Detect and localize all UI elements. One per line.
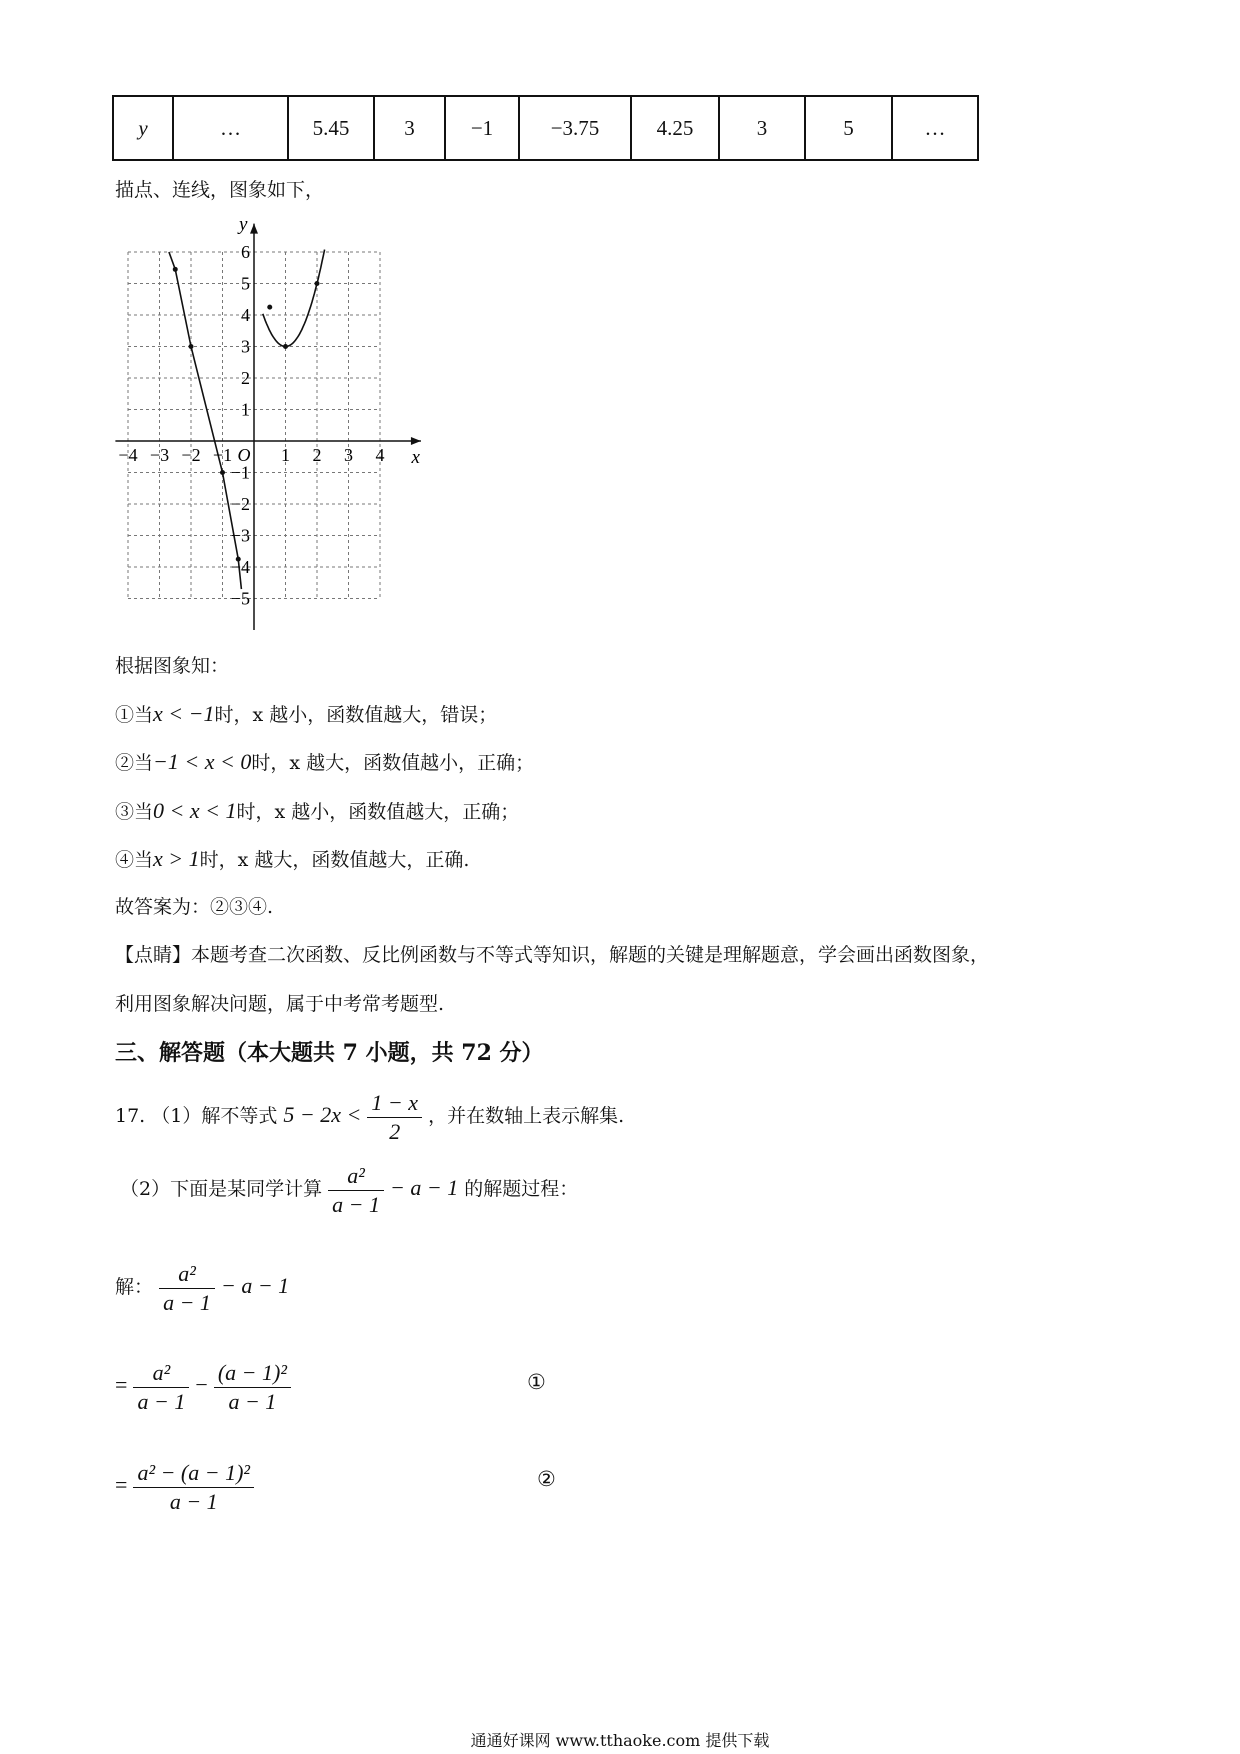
item-4-suffix: 时，x 越大，函数值越大，正确. — [199, 849, 470, 871]
solution-fraction — [133, 1359, 189, 1416]
q17-part1-prefix: 17. （1）解不等式 — [115, 1105, 278, 1127]
data-point — [173, 267, 178, 272]
x-tick-label: −1 — [212, 445, 233, 465]
comment-line-2: 利用图象解决问题，属于中考常考题型. — [115, 993, 445, 1015]
item-1-prefix: ①当 — [115, 704, 154, 726]
solution-fraction — [159, 1260, 215, 1317]
x-tick-label: −3 — [149, 445, 170, 465]
origin-label: O — [237, 445, 251, 465]
item-4-math: x > 1 — [153, 846, 200, 871]
solution-label: 解： — [115, 1276, 154, 1298]
x-tick-label: −4 — [118, 445, 138, 465]
y-tick-label: 4 — [241, 305, 250, 325]
fraction-numerator: a² − (a − 1)² — [137, 1459, 251, 1485]
data-point — [315, 281, 320, 286]
fraction-numerator: (a − 1)² — [217, 1359, 287, 1385]
solution-fraction — [214, 1359, 291, 1416]
table-cell: 5.45 — [288, 96, 374, 160]
data-point — [189, 344, 194, 349]
q17-part2-tail: − a − 1 — [390, 1175, 459, 1200]
y-axis-label: y — [239, 215, 248, 235]
item-2-math: −1 < x < 0 — [153, 749, 252, 774]
table-cell: 4.25 — [631, 96, 719, 160]
section-title: 三、解答题（本大题共 7 小题，共 72 分） — [115, 1040, 544, 1066]
item-4-prefix: ④当 — [115, 849, 154, 871]
item-3-prefix: ③当 — [115, 801, 154, 823]
equals-sign: = — [115, 1372, 128, 1397]
fraction-denominator: a − 1 — [133, 1487, 254, 1516]
data-point — [283, 344, 288, 349]
table-cell: 3 — [374, 96, 445, 160]
item-1-math: x < −1 — [153, 701, 215, 726]
y-tick-label: −2 — [230, 494, 250, 514]
value-table-row — [112, 95, 979, 161]
fraction-numerator: a² — [152, 1359, 171, 1385]
q17-part1-suffix: ，并在数轴上表示解集. — [428, 1105, 625, 1127]
x-tick-label: 1 — [281, 445, 290, 465]
q17-part2 — [120, 1158, 578, 1219]
table-cell: … — [173, 96, 288, 160]
fraction-denominator: a − 1 — [214, 1387, 291, 1416]
parabola-curve — [263, 250, 325, 347]
table-cell: −1 — [445, 96, 519, 160]
item-3-math: 0 < x < 1 — [153, 798, 237, 823]
data-point — [220, 470, 225, 475]
step-marker-2: ② — [537, 1467, 556, 1491]
x-axis-arrow — [411, 437, 421, 445]
x-tick-label: 4 — [375, 445, 385, 465]
comment-line-1: 【点睛】本题考查二次函数、反比例函数与不等式等知识，解题的关键是理解题意，学会画出函数图象， — [115, 944, 990, 966]
minus-sign: − — [195, 1372, 208, 1397]
function-graph — [110, 215, 440, 635]
y-tick-label: −3 — [230, 525, 250, 546]
q17-part1 — [115, 1085, 624, 1146]
x-axis-label: x — [411, 447, 420, 468]
table-cell: … — [892, 96, 978, 160]
item-3 — [115, 799, 519, 824]
fraction-numerator: a² — [347, 1162, 365, 1188]
y-tick-label: −4 — [230, 557, 250, 577]
table-cell: 5 — [805, 96, 892, 160]
y-tick-label: 1 — [241, 399, 250, 420]
q17-part2-prefix: （2）下面是某同学计算 — [120, 1178, 323, 1200]
q17-part1-fraction — [367, 1089, 422, 1146]
fraction-denominator: a − 1 — [133, 1387, 189, 1416]
item-4 — [115, 847, 469, 872]
item-2-suffix: 时，x 越大，函数值越小，正确； — [251, 752, 535, 774]
row-label: y — [113, 96, 173, 160]
solution-line-1 — [115, 1355, 291, 1416]
x-tick-label: −2 — [181, 445, 201, 465]
equals-sign: = — [115, 1472, 128, 1497]
fraction-denominator: a − 1 — [328, 1190, 384, 1219]
fraction-numerator: 1 − x — [371, 1089, 419, 1115]
table-cell: −3.75 — [519, 96, 631, 160]
x-tick-label: 3 — [344, 445, 353, 465]
item-2-prefix: ②当 — [115, 752, 154, 774]
solution-line-2 — [115, 1455, 254, 1516]
x-tick-label: 2 — [312, 445, 322, 465]
y-tick-label: 3 — [241, 336, 250, 357]
y-tick-label: −1 — [230, 462, 250, 483]
item-2 — [115, 750, 534, 775]
step-marker-1: ① — [527, 1370, 546, 1394]
graph-axes — [115, 224, 421, 630]
solution-tail: − a − 1 — [220, 1273, 290, 1298]
item-3-suffix: 时，x 越小，函数值越大，正确； — [236, 801, 520, 823]
y-tick-label: 2 — [241, 368, 250, 388]
q17-part2-suffix: 的解题过程： — [464, 1178, 579, 1200]
graph-labels — [118, 215, 420, 608]
item-1-suffix: 时，x 越小，函数值越大，错误； — [214, 704, 498, 726]
fraction-numerator: a² — [178, 1260, 196, 1286]
page-footer: 通通好课网 www.tthaoke.com 提供下载 — [470, 1731, 770, 1750]
q17-part2-fraction — [328, 1162, 384, 1219]
answer-line: 故答案为：②③④. — [115, 896, 274, 918]
fraction-denominator: 2 — [367, 1117, 422, 1146]
conclusion-intro: 根据图象知： — [115, 655, 230, 677]
solution-fraction — [133, 1459, 254, 1516]
item-1 — [115, 702, 497, 727]
data-point — [267, 305, 272, 310]
solution-line-0 — [115, 1256, 289, 1317]
y-tick-label: −5 — [230, 588, 250, 609]
y-tick-label: 6 — [241, 242, 250, 262]
y-axis-arrow — [250, 224, 258, 234]
y-tick-label: 5 — [241, 273, 250, 294]
table-cell: 3 — [719, 96, 805, 160]
fraction-denominator: a − 1 — [159, 1288, 215, 1317]
q17-part1-math: 5 − 2x < — [283, 1102, 362, 1127]
plot-intro: 描点、连线，图象如下， — [115, 179, 325, 201]
